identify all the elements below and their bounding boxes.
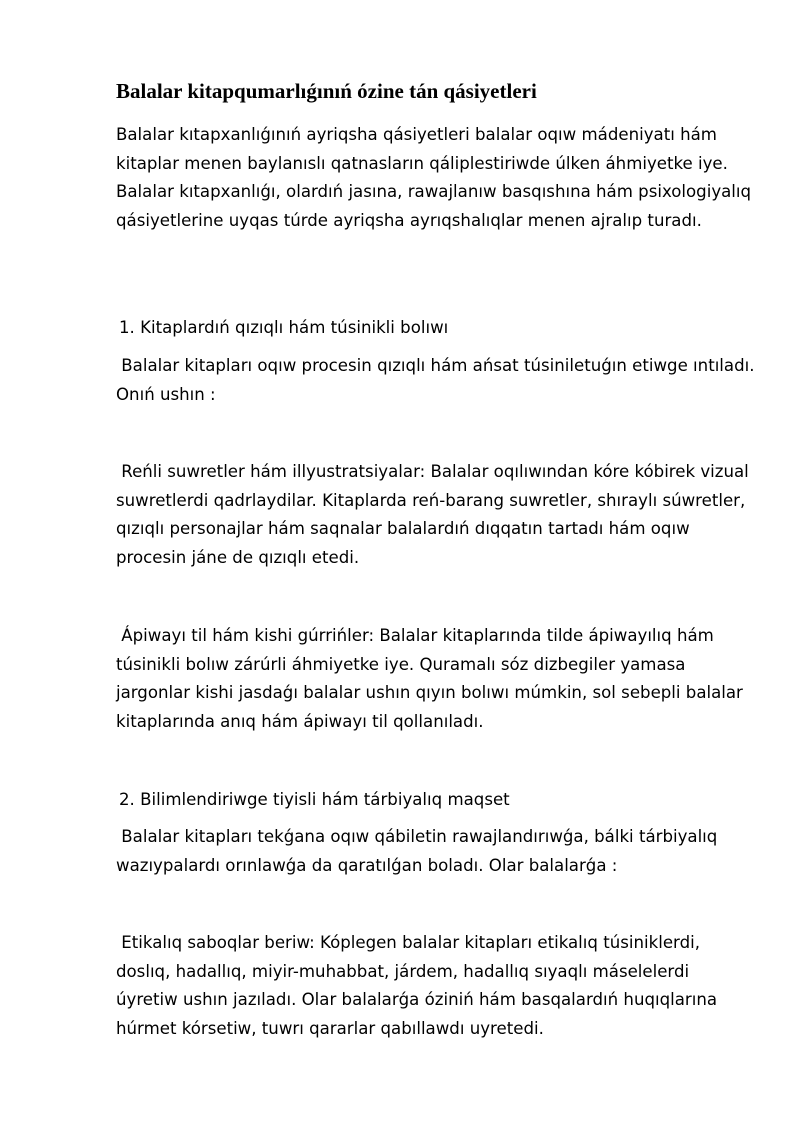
section-2-point-1-paragraph: [116, 929, 756, 1043]
section-1-point-2-text: Ápiwayı til hám kishi gúrrińler: Balalar kitaplarında tilde ápiwayılıq hám túsinikli bolıw zárúrli áhmiyetke iye. Quramalı sóz dizbegiler yamasa jargonlar kishi jasdaǵı balalar ushın qıyın bolıwı múmkin, sol sebepli balalar kitaplarında anıq hám ápiwayı til qollanıladı.: [116, 626, 743, 731]
section-1-point-2-paragraph: [116, 622, 756, 736]
section-2-heading: 2. Bilimlendiriwge tiyisli hám tárbiyalıq maqset: [119, 790, 510, 809]
section-1-lead-text: Balalar kitapları oqıw procesin qızıqlı hám ańsat túsiniletuǵın etiwge ıntıladı. Onıń ushın :: [116, 356, 755, 404]
section-2-lead-text: Balalar kitapları tekǵana oqıw qábiletin rawajlandırıwǵa, bálki tárbiyalıq wazıypalardı orınlawǵa da qaratılǵan boladı. Olar balalarǵa :: [116, 827, 718, 875]
section-1-point-1-paragraph: [116, 458, 756, 572]
intro-paragraph: Balalar kıtapxanlıǵınıń ayriqsha qásiyetleri balalar oqıw mádeniyatı hám kitaplar menen baylanıslı qatnasların qáliplestiriwde úlken áhmiyetke iye. Balalar kıtapxanlıǵı, olardıń jasına, rawajlanıw basqıshına hám psixologiyalıq qásiyetlerine uyqas túrde ayriqsha ayrıqshalıqlar menen ajralıp turadı.: [116, 125, 752, 230]
document-title: Balalar kitapqumarlıǵınıń ózine tán qásiyetleri: [116, 79, 537, 103]
section-1-lead-paragraph: [116, 352, 756, 409]
section-1-point-1-text: Reńli suwretler hám illyustratsiyalar: Balalar oqılıwından kóre kóbirek vizual suwretlerdi qadrlaydilar. Kitaplarda reń-barang suwretler, shıraylı súwretler, qızıqlı personajlar hám saqnalar balalardıń dıqqatın tartadı hám oqıw procesin jáne de qızıqlı etedi.: [116, 462, 749, 567]
section-2-lead-paragraph: [116, 823, 756, 880]
section-2-point-1-text: Etikalıq saboqlar beriw: Kóplegen balalar kitapları etikalıq túsiniklerdi, doslıq, hadallıq, miyir-muhabbat, járdem, hadallıq sıyaqlı máselelerdi úyretiw ushın jazıladı. Olar balalarǵa óziniń hám basqalardıń huqıqlarına húrmet kórsetiw, tuwrı qararlar qabıllawdı uyretedi.: [116, 933, 718, 1038]
section-1-heading: 1. Kitaplardıń qızıqlı hám túsinikli bolıwı: [119, 318, 449, 337]
